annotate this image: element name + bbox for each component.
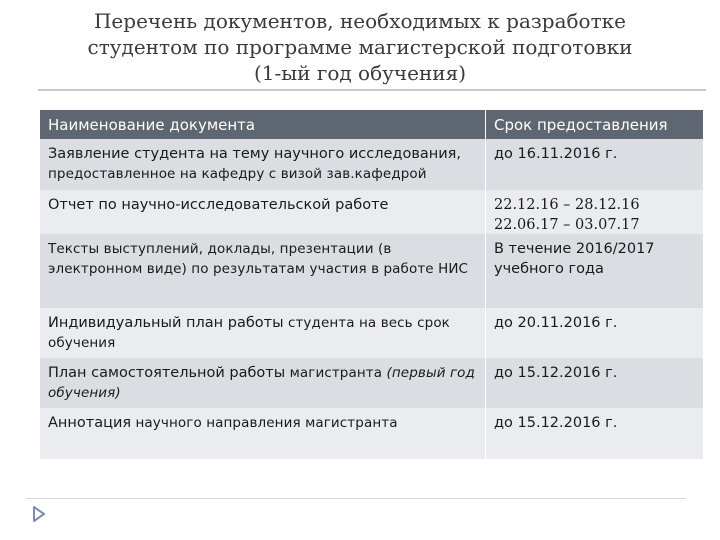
document-name-bold: Аннотация <box>48 415 132 431</box>
document-name-plain: Тексты выступлений, доклады, презентации (в электронном виде) по результатам участия в работе НИС <box>48 241 469 277</box>
table-row <box>40 139 703 190</box>
deadline-value: до 16.11.2016 г. <box>494 146 618 162</box>
deadline-value-2: учебного года <box>494 261 604 277</box>
table-header-row <box>40 110 703 139</box>
deadline-cell <box>486 190 703 234</box>
deadline-cell <box>486 139 703 190</box>
deadline-value: до 15.12.2016 г. <box>494 415 618 431</box>
document-cell <box>40 139 486 190</box>
table-row <box>40 234 703 308</box>
document-cell <box>40 408 486 459</box>
document-name-plain: предоставленное на кафедру с визой зав.кафедрой <box>48 166 427 182</box>
document-name-italic: (первый год обучения) <box>48 365 475 401</box>
document-name-bold: Индивидуальный план работы <box>48 315 284 331</box>
table-row <box>40 358 703 408</box>
document-cell <box>40 234 486 308</box>
documents-table <box>39 110 703 459</box>
document-cell <box>40 308 486 358</box>
deadline-value: В течение 2016/2017 <box>494 241 655 257</box>
footer-divider <box>26 498 686 499</box>
slide-title <box>40 8 680 86</box>
deadline-value: до 15.12.2016 г. <box>494 365 618 381</box>
deadline-cell <box>486 308 703 358</box>
deadline-value: 22.12.16 – 28.12.16 <box>494 197 640 213</box>
document-name-bold: Заявление студента на тему научного исследования, <box>48 146 461 162</box>
document-name-plain: магистранта <box>285 365 387 381</box>
deadline-cell <box>486 234 703 308</box>
header-document-name: Наименование документа <box>40 110 486 139</box>
document-name-bold: Отчет по научно-исследовательской работе <box>48 197 389 213</box>
deadline-value: до 20.11.2016 г. <box>494 315 618 331</box>
title-line-2: студентом по программе магистерской подготовки <box>87 35 633 59</box>
table-row <box>40 190 703 234</box>
deadline-value-2: 22.06.17 – 03.07.17 <box>494 217 640 233</box>
title-divider <box>38 89 706 91</box>
document-name-plain: студента на весь срок обучения <box>48 315 450 351</box>
document-cell <box>40 190 486 234</box>
table-row <box>40 308 703 358</box>
table-row <box>40 408 703 459</box>
title-line-3: (1-ый год обучения) <box>253 61 467 85</box>
document-name-plain: научного направления магистранта <box>131 415 398 431</box>
deadline-cell <box>486 358 703 408</box>
document-name-bold: План самостоятельной работы <box>48 365 286 381</box>
header-deadline: Срок предоставления <box>486 110 703 139</box>
title-line-1: Перечень документов, необходимых к разработке <box>93 9 626 33</box>
chevron-right-bullet-icon <box>32 506 46 522</box>
deadline-cell <box>486 408 703 459</box>
document-cell <box>40 358 486 408</box>
